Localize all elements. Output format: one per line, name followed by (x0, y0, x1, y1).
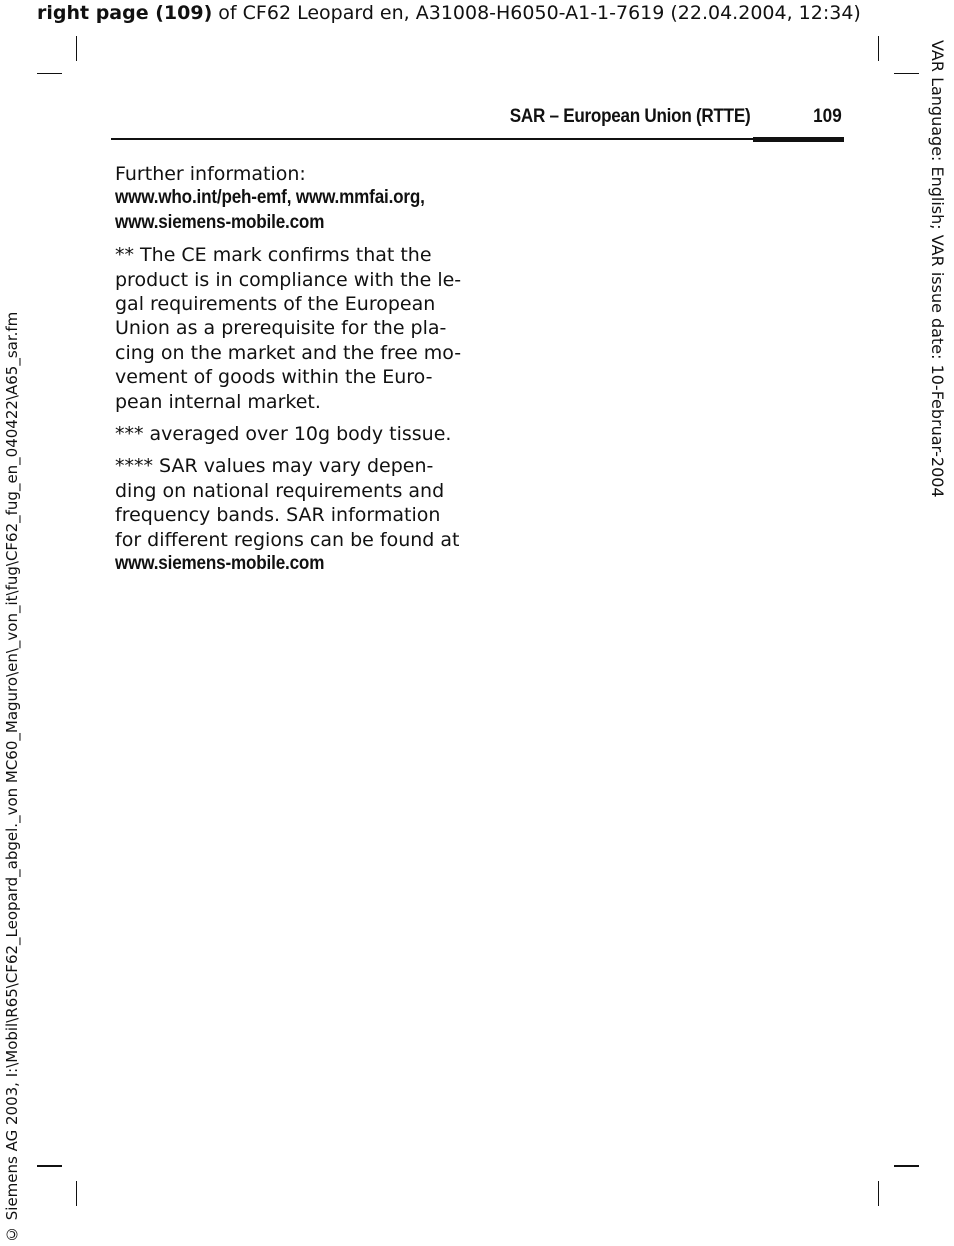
sar-note-line: for different regions can be found at (115, 528, 460, 551)
further-info-block (115, 162, 465, 235)
header-rule-accent (753, 137, 844, 142)
crop-mark-top-right-vertical (878, 36, 879, 61)
further-info-links: www.who.int/peh-emf, www.mmfai.org, (115, 187, 425, 209)
averaged-note (115, 422, 465, 446)
page-body (115, 162, 465, 585)
header-rule (111, 138, 844, 140)
file-path-note: © Siemens AG 2003, I:\Mobil\R65\CF62_Leopard_abgel._von MC60_Maguro\en\_von_it\fug\CF62_fug_en_040422\A65_sar.fm (3, 311, 21, 1243)
crop-mark-bottom-right-vertical (878, 1181, 879, 1206)
crop-mark-bottom-left-vertical (76, 1181, 77, 1206)
sar-note-line: **** SAR values may vary depen- (115, 455, 434, 478)
ce-note-line: product is in compliance with the le- (115, 268, 462, 291)
page-number: 109 (813, 106, 842, 127)
ce-note-line: ** The CE mark confirms that the (115, 244, 432, 267)
running-header (111, 104, 844, 140)
var-language-note: VAR Language: English; VAR issue date: 10-Februar-2004 (928, 40, 947, 498)
ce-note-line: gal requirements of the European (115, 293, 436, 316)
averaged-note-text: *** averaged over 10g body tissue. (115, 423, 452, 446)
sar-note-line: ding on national requirements and (115, 479, 445, 502)
ce-note-line: vement of goods within the Euro- (115, 366, 433, 389)
ce-mark-note (115, 243, 465, 414)
siemens-link: www.siemens-mobile.com (115, 211, 325, 233)
section-title: SAR – European Union (RTTE) (509, 106, 750, 127)
print-slug-page: right page (109) (37, 2, 213, 24)
ce-note-line: cing on the market and the free mo- (115, 341, 462, 364)
print-slug (37, 0, 861, 26)
crop-mark-top-right-horizontal (894, 73, 919, 74)
further-info-label: Further information: (115, 163, 306, 185)
ce-note-line: Union as a prerequisite for the pla- (115, 317, 447, 340)
crop-mark-top-left-horizontal (37, 73, 62, 74)
sar-info-link: www.siemens-mobile.com (115, 553, 325, 575)
crop-mark-bottom-right-horizontal (894, 1165, 919, 1167)
print-slug-info: of CF62 Leopard en, A31008-H6050-A1-1-7619 (22.04.2004, 12:34) (212, 2, 861, 24)
crop-mark-bottom-left-horizontal (37, 1165, 62, 1167)
sar-variation-note (115, 454, 465, 576)
crop-mark-top-left-vertical (76, 36, 77, 61)
sar-note-line: frequency bands. SAR information (115, 504, 441, 527)
ce-note-line: pean internal market. (115, 390, 321, 413)
